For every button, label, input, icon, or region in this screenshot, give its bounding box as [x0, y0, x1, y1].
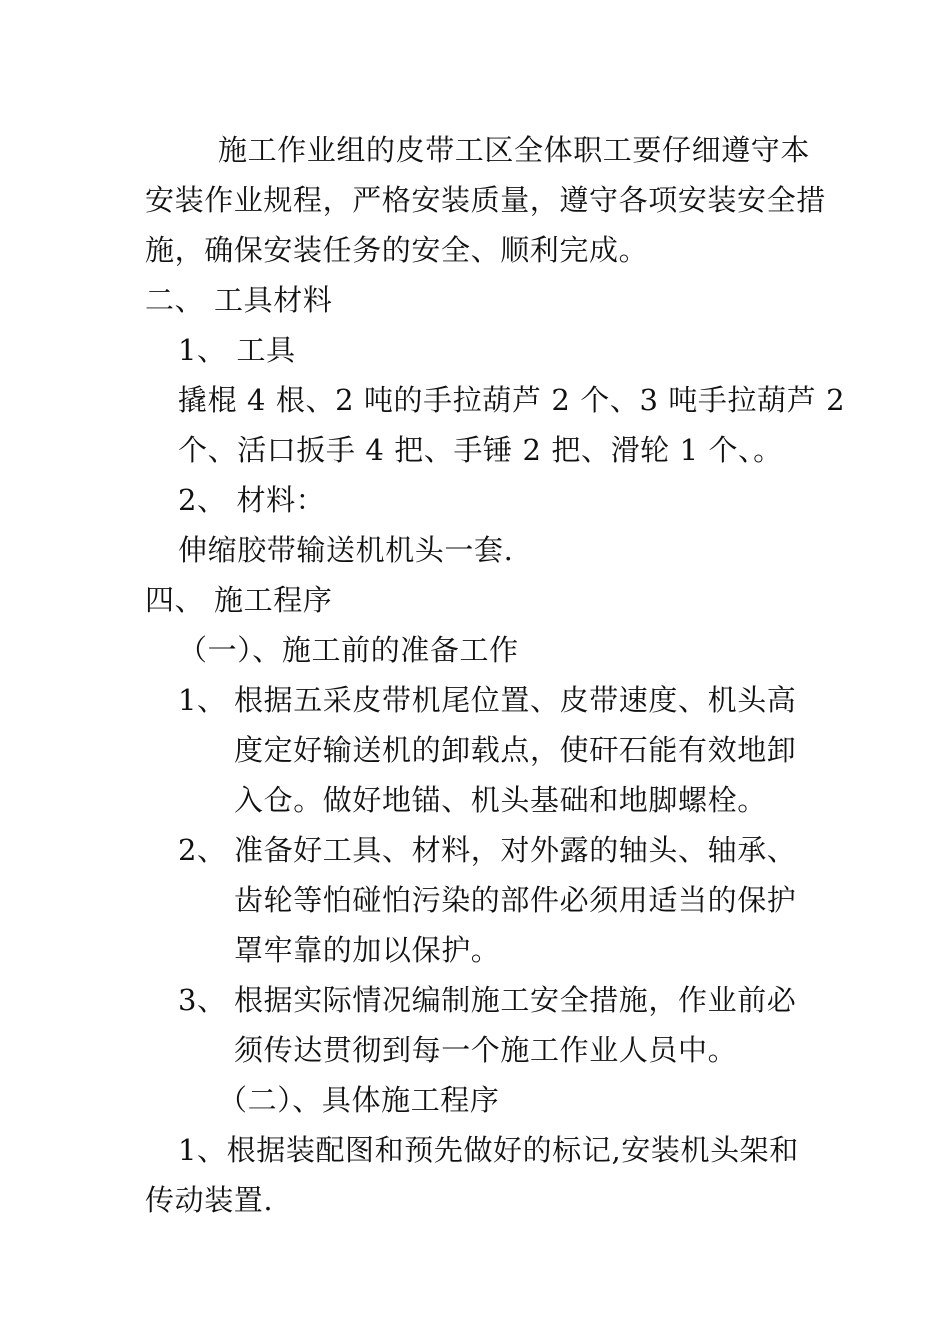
section-heading-procedure: 四、 施工程序 [145, 583, 333, 617]
section-heading-tools-materials: 二、 工具材料 [145, 283, 333, 317]
prep-item-3-number: 3、 [178, 983, 227, 1017]
intro-line-3: 施，确保安装任务的安全、顺利完成。 [145, 233, 649, 267]
prep-item-2-line-1: 准备好工具、材料，对外露的轴头、轴承、 [234, 833, 797, 867]
tools-heading: 1、 工具 [178, 333, 296, 367]
prep-item-1-line-1: 根据五采皮带机尾位置、皮带速度、机头高 [234, 683, 797, 717]
materials-line-1: 伸缩胶带输送机机头一套. [178, 533, 514, 567]
tools-line-2: 个、活口扳手 4 把、手锤 2 把、滑轮 1 个、。 [178, 433, 783, 467]
prep-heading: （一）、施工前的准备工作 [178, 633, 519, 667]
prep-item-2-line-3: 罩牢靠的加以保护。 [234, 933, 501, 967]
specific-heading: （二）、具体施工程序 [218, 1083, 500, 1117]
tools-line-1: 撬棍 4 根、2 吨的手拉葫芦 2 个、3 吨手拉葫芦 2 [178, 383, 846, 417]
specific-step-1-line-2: 传动装置. [145, 1183, 274, 1217]
prep-item-1-line-3: 入仓。做好地锚、机头基础和地脚螺栓。 [234, 783, 767, 817]
materials-heading: 2、 材料： [178, 483, 326, 517]
prep-item-3-line-2: 须传达贯彻到每一个施工作业人员中。 [234, 1033, 738, 1067]
intro-line-1: 施工作业组的皮带工区全体职工要仔细遵守本 [218, 133, 811, 167]
prep-item-2-line-2: 齿轮等怕碰怕污染的部件必须用适当的保护 [234, 883, 797, 917]
prep-item-1-number: 1、 [178, 683, 227, 717]
intro-line-2: 安装作业规程，严格安装质量，遵守各项安装安全措 [145, 183, 826, 217]
prep-item-1-line-2: 度定好输送机的卸载点，使矸石能有效地卸 [234, 733, 797, 767]
prep-item-3-line-1: 根据实际情况编制施工安全措施，作业前必 [234, 983, 797, 1017]
specific-step-1-line-1: 1、根据装配图和预先做好的标记,安装机头架和 [178, 1133, 799, 1167]
prep-item-2-number: 2、 [178, 833, 227, 867]
